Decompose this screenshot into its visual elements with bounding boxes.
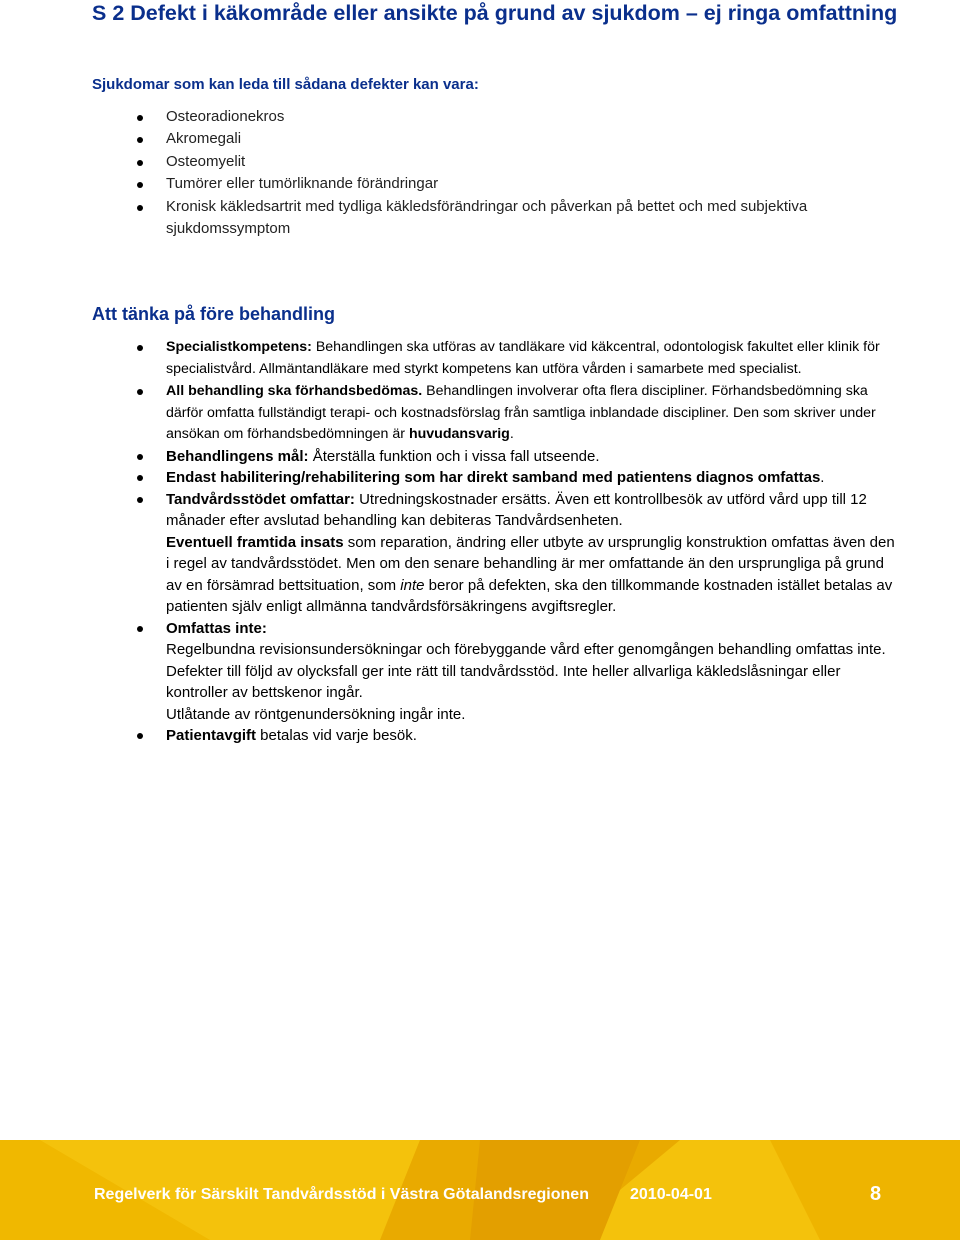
tandvard-text: Utredningskostnader ersätts. Även ett kontrollbesök av utförd vård upp till 12 månader efter avslutad behandling kan debiteras Tandvårdsenheten. [166,490,867,529]
bullet-icon [137,454,143,460]
omfattas-inte-label: Omfattas inte: [166,619,267,637]
forhand-bold-end: huvudansvarig [408,426,510,442]
specialist-text: Behandlingen ska utföras av tandläkare vid käkcentral, odontologisk fakultet eller klinik för specialistvård. Allmäntandläkare med styrkt kompetens kan utföra vården i samarbete med specialist. [166,339,880,377]
diseases-list [0,106,960,240]
tandvard-label: Tandvårdsstödet omfattar: [166,490,355,508]
forhand-label: All behandling ska förhandsbedömas. [166,383,423,399]
list-item: Kronisk käkledsartrit med tydliga käkledsförändringar och påverkan på bettet och med subjektiva sjukdomssymptom [0,196,960,241]
framtida-label: Eventuell framtida insats [166,533,344,551]
bullet-icon [137,475,143,481]
bullet-icon [137,497,143,503]
list-item-omfattas-inte: Omfattas inte: Regelbundna revisionsundersökningar och förebyggande vård efter genomgången behandling omfattas inte. Defekter till följd av olycksfall ger inte rätt till tandvårdsstöd. Inte heller allvarliga käkledslåsningar eller kontroller av bettskenor ingår. Utlåtande av röntgenundersökning ingår inte. [0,618,960,726]
list-item: Tumörer eller tumörliknande förändringar [0,173,960,195]
bullet-icon [137,182,143,188]
inte-italic: inte [400,576,425,594]
list-item-patientavgift: Patientavgift betalas vid varje besök. [0,725,960,747]
bullet-icon [137,626,143,632]
list-item-specialist [0,337,960,380]
list-item: Osteomyelit [0,151,960,173]
bullet-icon [137,115,143,121]
bullet-icon [137,137,143,143]
avgift-label: Patientavgift [166,727,257,744]
mal-text: Återställa funktion och i vissa fall utseende. [308,447,600,465]
list-item-endast: Endast habilitering/rehabilitering som har direkt samband med patientens diagnos omfattas. [0,467,960,489]
list-item-forhandsbedomning: All behandling ska förhandsbedömas. Behandlingen involverar ofta flera discipliner. Förhandsbedömning ska därför omfatta fullständigt terapi- och kostnadsförslag från samtliga inblandade discipliner. Den som skriver under ansökan om förhandsbedömningen är huvudansvarig. [0,381,960,446]
footer-title: Regelverk för Särskilt Tandvårdsstöd i Västra Götalandsregionen [94,1186,589,1203]
bullet-icon [137,733,143,739]
diseases-subtitle: Sjukdomar som kan leda till sådana defekter kan vara: [92,76,479,93]
list-item-mal [0,446,960,468]
list-item-tandvardsstod: Tandvårdsstödet omfattar: Utredningskostnader ersätts. Även ett kontrollbesök av utförd vård upp till 12 månader efter avslutad behandling kan debiteras Tandvårdsenheten. Eventuell framtida insats som reparation, ändring eller utbyte av ursprunglig konstruktion omfattas även den i regel av tandvårdsstödet. Men om den senare behandling är mer omfattande än den ursprungliga på grund av en försämrad bettsituation, som inte beror på defekten, ska den tillkommande kostnaden istället betalas av patienten själv enligt allmänna tandvårdsförsäkringens avgiftsregler. [0,489,960,618]
footer-date: 2010-04-01 [630,1186,712,1203]
page-title: S 2 Defekt i käkområde eller ansikte på grund av sjukdom – ej ringa omfattning [92,1,898,25]
endast-label: Endast habilitering/rehabilitering som har direkt samband med patientens diagnos omfattas [166,469,821,486]
specialist-label: Specialistkompetens: [166,339,312,355]
bullet-icon [137,345,143,351]
bullet-icon [137,160,143,166]
bullet-icon [137,389,143,395]
list-item: Osteoradionekros [0,106,960,128]
section-heading: Att tänka på före behandling [92,304,336,324]
requirements-list [0,337,960,747]
forhand-text: Behandlingen involverar ofta flera discipliner. Förhandsbedömning ska därför omfatta fullständigt terapi- och kostnadsförslag från samtliga inblandade discipliner. Den som skriver under ansökan om förhandsbedömningen är [166,383,876,442]
list-item: Akromegali [0,128,960,150]
bullet-icon [137,205,143,211]
page-number: 8 [870,1183,882,1205]
mal-label: Behandlingens mål: [166,447,309,465]
